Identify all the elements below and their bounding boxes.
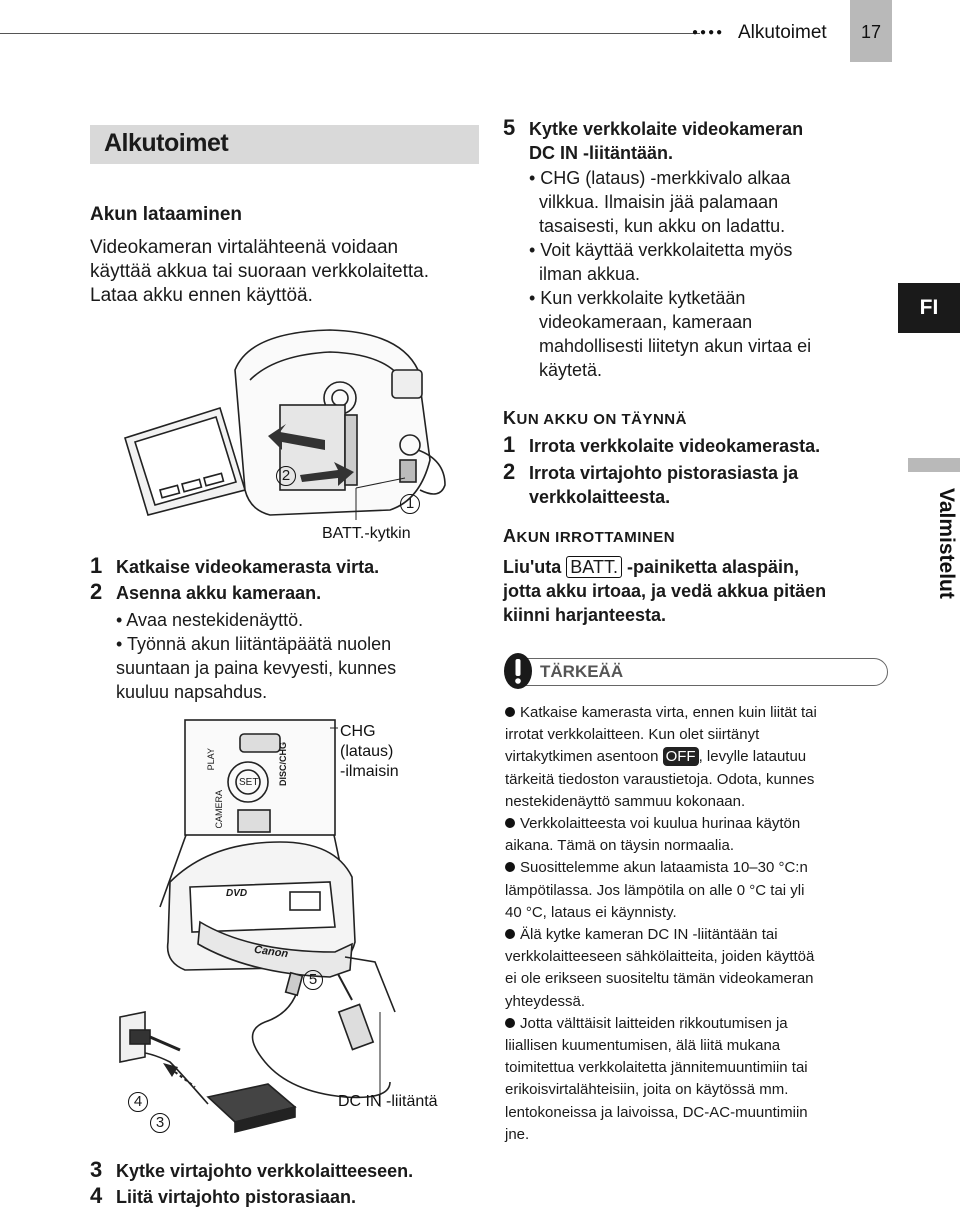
heading-removing-battery: AKUN IRROTTAMINEN [503,526,676,546]
bullet-icon [505,862,515,872]
camcorder-battery-illustration [100,310,460,550]
callout-3: 3 [150,1113,170,1133]
step-2: 2 Asenna akku kameraan. [90,579,322,604]
step-1: 1 Katkaise videokamerasta virta. [90,553,380,578]
important-item: Älä kytke kameran DC IN -liitäntään tai verkkolaitteeseen sähkölaitteita, joiden käyttöä ei ole erikseen suositeltu tämän videokameran yhteydessä. [505,926,815,1010]
batt-switch-label: BATT.-kytkin [322,525,411,542]
callout-2: 2 [276,466,296,486]
heading-battery-full: KUN AKKU ON TÄYNNÄ [503,408,687,428]
step-5: 5 Kytke verkkolaite videokameran DC IN -liitäntään. [503,115,804,163]
step-3: 3 Kytke virtajohto verkkolaitteeseen. [90,1157,414,1182]
intro-paragraph: Videokameran virtalähteenä voidaan käyttää akkua tai suoraan verkkolaitetta. Lataa akku ennen käyttöä. [90,237,430,306]
important-item: Verkkolaitteesta voi kuulua hurinaa käytön aikana. Tämä on täysin normaalia. [505,815,801,855]
off-position-icon: OFF [663,747,699,766]
callout-5: 5 [303,970,323,990]
full-step-2: 2 Irrota virtajohto pistorasiasta ja verkkolaitteesta. [503,459,799,507]
callout-1: 1 [400,494,420,514]
important-title: TÄRKEÄÄ [540,662,624,681]
header-rule [0,33,700,34]
bullet-icon [505,1018,515,1028]
mode-label-camera: CAMERA [214,790,224,829]
step-2-bullets: • Avaa nestekidenäyttö. • Työnnä akun liitäntäpäätä nuolen suuntaan ja paina kevyesti, kunnes kuuluu napsahdus. [116,610,397,702]
important-item: Jotta välttäisit laitteiden rikkoutumisen ja liiallisen kuumentumisen, älä liitä mukana toimitettua verkkolaitetta jännitemuuntimiin tai erikoisvirtalähteisiin, joita on käytössä mm. lentokoneissa ja laivoissa, DC-AC-muuntimiin jne. [505,1014,808,1143]
full-step-1: 1 Irrota verkkolaite videokamerasta. [503,432,821,457]
step-4: 4 Liitä virtajohto pistorasiaan. [90,1183,357,1208]
mode-label-play: PLAY [206,748,216,771]
section-title: Alkutoimet [104,129,229,157]
chapter-tab-bar [908,458,960,472]
chapter-tab-label: Valmistelut [935,488,958,599]
page-number: 17 [860,22,882,42]
callout-4: 4 [128,1092,148,1112]
warning-icon [503,652,533,690]
important-list [505,702,885,1146]
disc-chg-label: DISC/CHG [278,742,288,787]
dc-in-label: DC IN -liitäntä [338,1093,438,1110]
subsection-title: Akun lataaminen [90,204,243,225]
bullet-icon [505,707,515,717]
running-title: Alkutoimet [738,22,827,43]
header-dots: ●●●● [692,27,725,38]
set-button-label: SET [239,777,259,788]
batt-button-icon: BATT. [566,556,622,578]
important-item: Suosittelemme akun lataamista 10–30 °C:n lämpötilassa. Jos lämpötila on alle 0 °C tai yli 40 °C, lataus ei käynnisty. [505,859,808,921]
important-item: Katkaise kamerasta virta, ennen kuin liität tai irrotat verkkolaitteen. Kun olet siirtänyt virtakytkimen asentoon OFF , levylle latautuu tärkeitä tiedoston varaustietoja. Odota, kunnes nestekidenäyttö sammuu kokonaan. [505,704,817,810]
chg-indicator-label: CHG (lataus) -ilmaisin [340,723,399,780]
dvd-logo: DVD [226,888,248,899]
remove-instruction: Liu'uta BATT. -painiketta alaspäin, jotta akku irtoaa, ja vedä akkua pitäen kiinni harjanteesta. [503,557,827,625]
language-tab: FI [898,283,960,333]
step-5-bullets: • CHG (lataus) -merkkivalo alkaa vilkkua. Ilmaisin jää palamaan tasaisesti, kun akku on ladattu. • Voit käyttää verkkolaitetta myös ilman akkua. • Kun verkkolaite kytketään videokameraan, kameraan mahdollisesti liitetyn akun virtaa ei käytetä. [529,168,812,380]
canon-brand: Canon [253,943,289,961]
bullet-icon [505,929,515,939]
bullet-icon [505,818,515,828]
